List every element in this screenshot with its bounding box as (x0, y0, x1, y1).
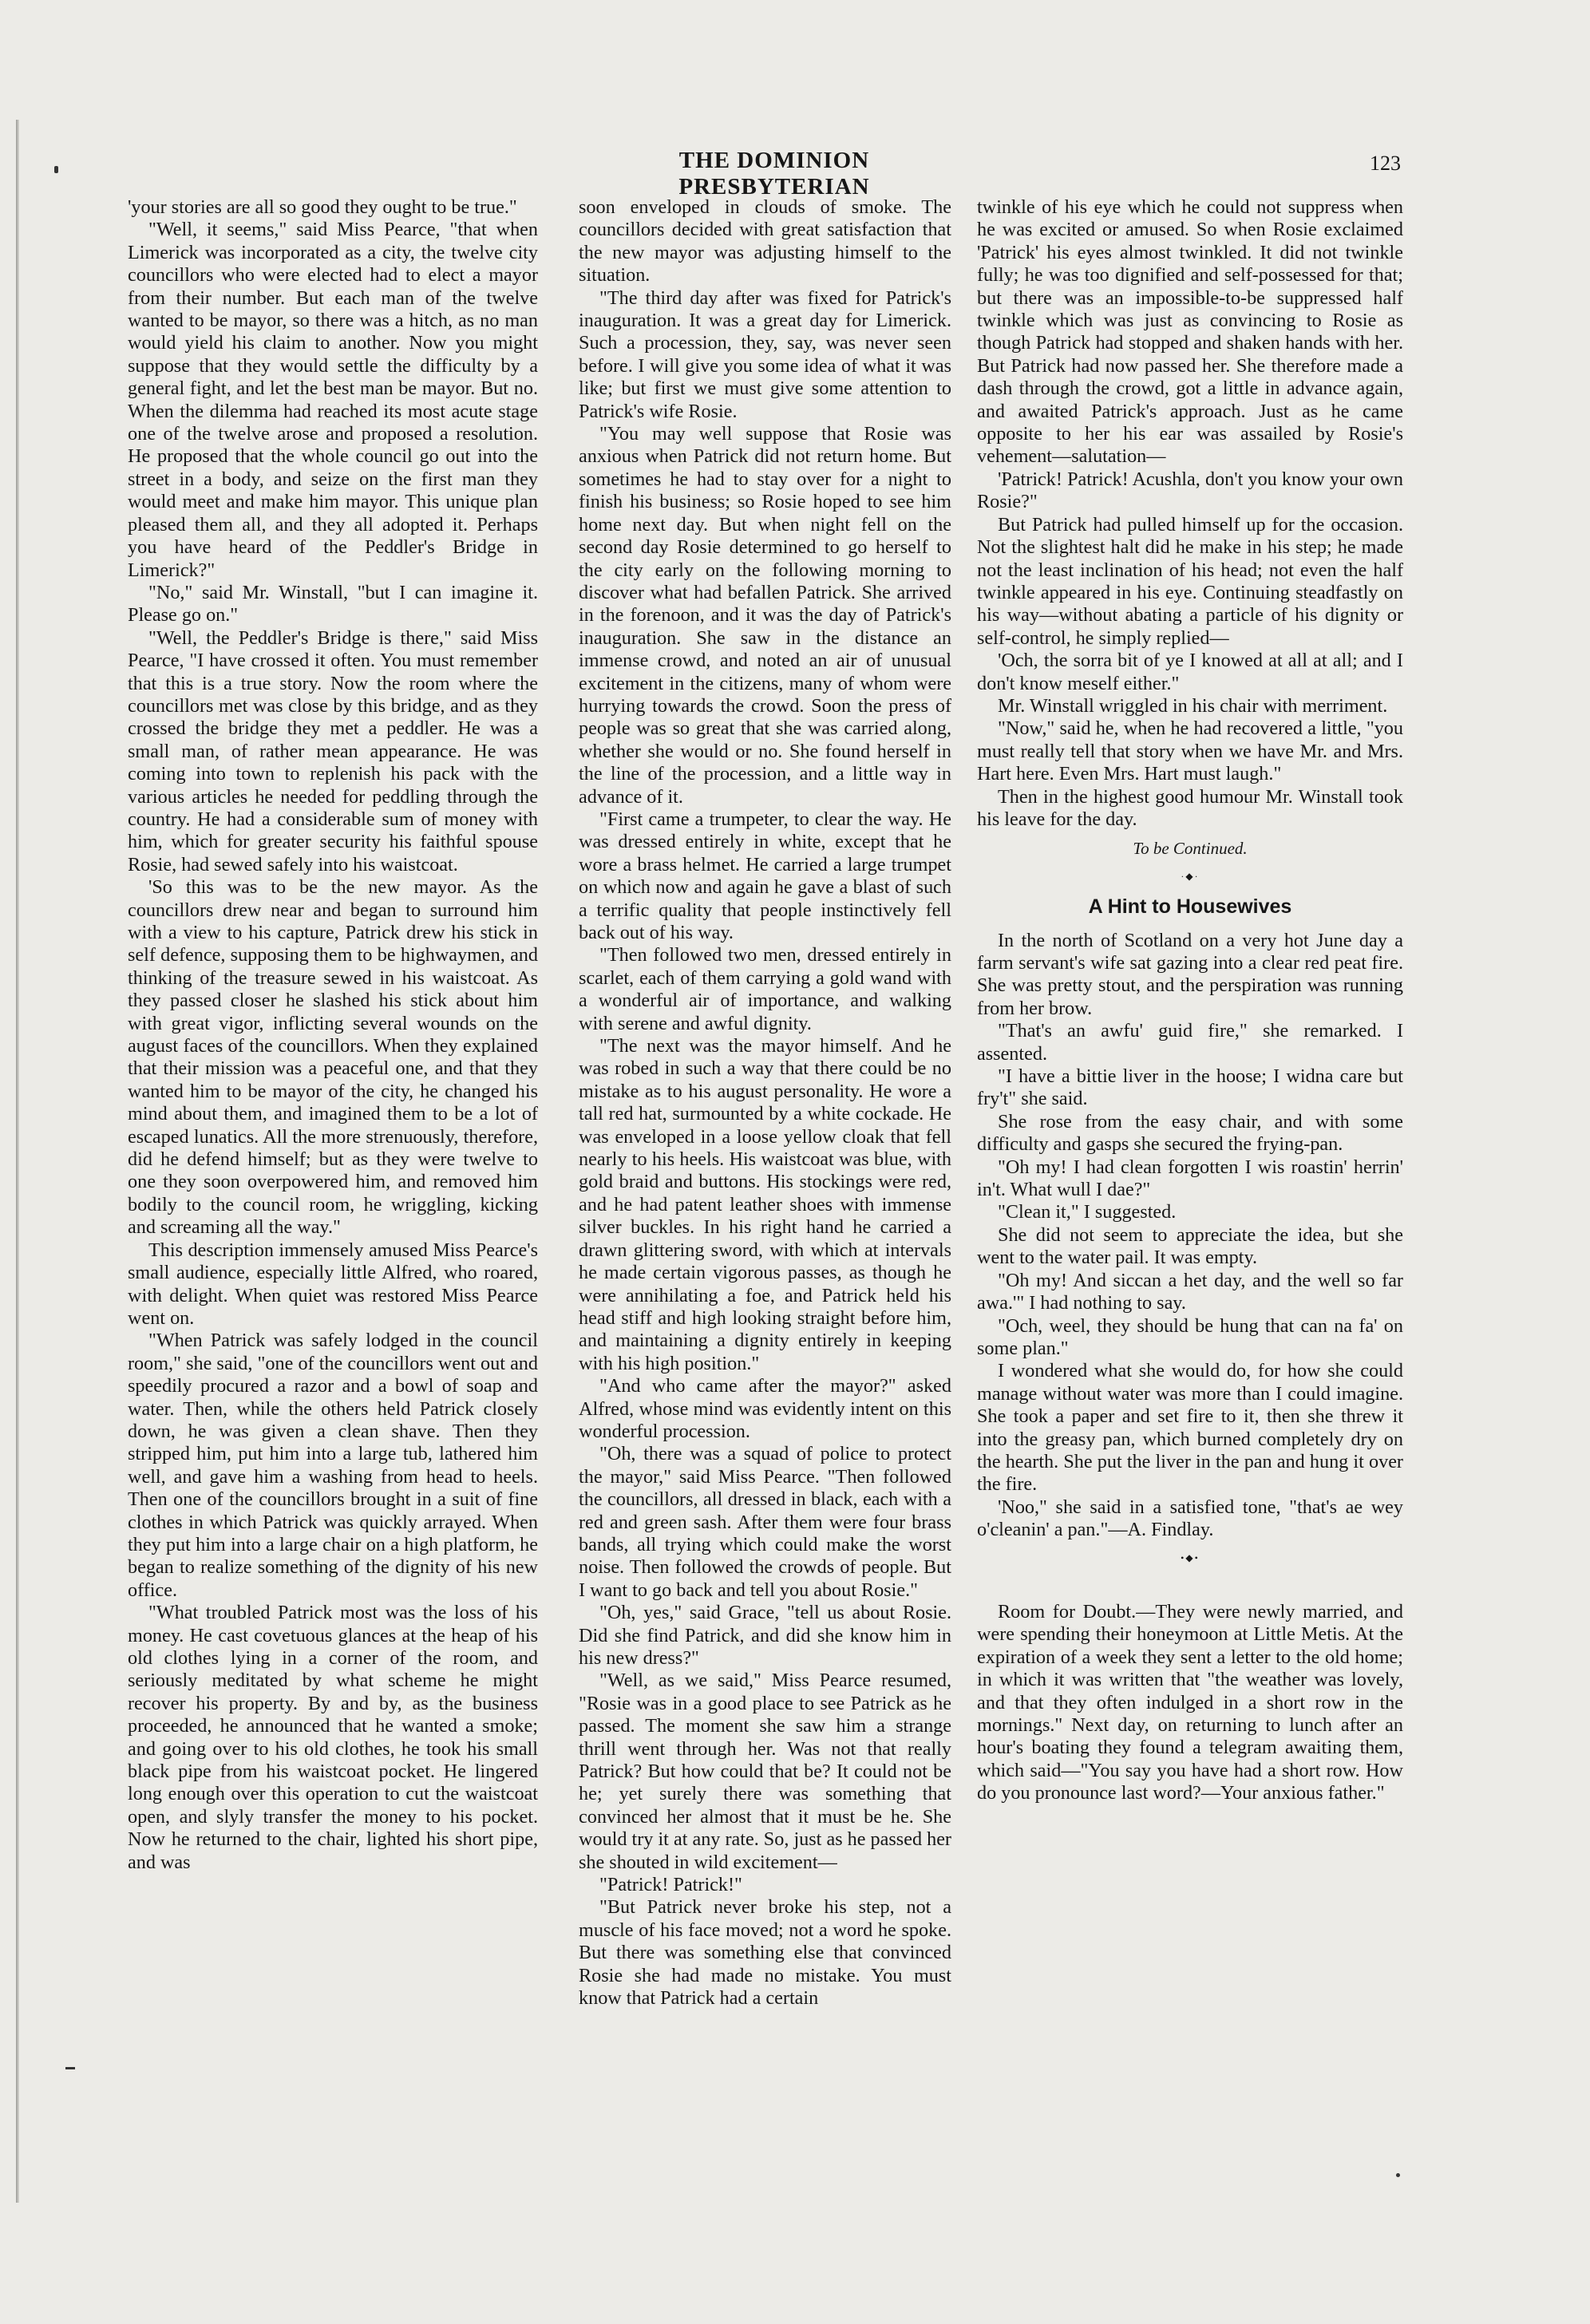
story-paragraph: "When Patrick was safely lodged in the council room," she said, "one of the councillors went out and speedily procured a razor and a bowl of soap and water. Then, while the others held Patrick closely down, he was given a clean shave. Then they stripped him, put him into a large tub, lathered him well, and gave him a washing from head to heels. Then one of the councillors brought in a suit of fine clothes in which Patrick was quickly arrayed. When they put him into a large chair on a high platform, he began to realize something of the dignity of his new office. (128, 1330, 538, 1601)
article-paragraph: "That's an awfu' guid fire," she remarked. I assented. (977, 1020, 1403, 1065)
article-paragraph: Room for Doubt.—They were newly married, and were spending their honeymoon at Little Metis. At the expiration of a week they sent a letter to the old home; in which it was written that "the weather was lovely, and that they often indulged in a short row in the mornings." Next day, on returning to lunch after an hour's boating they found a telegram awaiting them, which said—"You say you have had a short row. How do you pronounce last word?—Your anxious father." (977, 1600, 1403, 1804)
section-ornament: ·◆· (1181, 870, 1200, 882)
story-paragraph: "Patrick! Patrick!" (599, 1874, 742, 1896)
story-paragraph: soon enveloped in clouds of smoke. The councillors decided with great satisfaction that the new mayor was adjusting himself to the situation. (579, 196, 951, 287)
story-paragraph: "Oh, there was a squad of police to protect the mayor," said Miss Pearce. "Then followed the councillors, all dressed in black, each with a red and green sash. After them were four brass bands, all trying which could make the worst noise. Then followed the crowds of people. But I want to go back and tell you about Rosie." (579, 1443, 951, 1601)
margin-mark (65, 2067, 75, 2069)
story-paragraph: "Well, it seems," said Miss Pearce, "that when Limerick was incorporated as a city, the twelve city councillors who were elected had to elect a mayor from their number. But each man of the twelve wanted to be mayor, so there was a hitch, as no man would yield his claim to another. Now you might suppose that they would settle the difficulty by a general fight, and let the best man be mayor. But no. When the dilemma had reached its most acute stage one of the twelve arose and proposed a resolution. He proposed that the whole council go out into the street in a body, and seize on the first man they would meet and make him mayor. This unique plan pleased them all, and they all adopted it. Perhaps you have heard of the Peddler's Bridge in Limerick?" (128, 219, 538, 581)
column-2 (579, 196, 951, 2010)
story-paragraph: 'So this was to be the new mayor. As the councillors drew near and began to surround him with a view to his capture, Patrick drew his stick in self defence, supposing them to be highwaymen, and thinking of the treasure sewed in his waistcoat. As they passed closer he slashed his stick about him with great vigor, inflicting several wounds on the august faces of the councillors. When they explained that their mission was a peaceful one, and that they wanted him to be mayor of the city, he changed his mind about them, and imagined them to be a lot of escaped lunatics. All the more strenuously, therefore, did he defend himself; but as they were twelve to one they soon overpowered him, and removed him bodily to the council room, he wriggling, kicking and screaming all the way." (128, 876, 538, 1239)
article-paragraph: 'Noo," she said in a satisfied tone, "that's ae wey o'cleanin' a pan."—A. Findlay. (977, 1496, 1403, 1541)
story-paragraph: 'Och, the sorra bit of ye I knowed at all at all; and I don't know meself either." (977, 650, 1403, 694)
article-heading: A Hint to Housewives (1088, 895, 1292, 919)
article-paragraph: I wondered what she would do, for how she could manage without water was more than I could imagine. She took a paper and set fire to it, then she threw it into the greasy pan, which burned completely dry on the hearth. She put the liver in the pan and hung it over the fire. (977, 1360, 1403, 1496)
page-number: 123 (1370, 152, 1401, 175)
column-1 (128, 196, 538, 1874)
story-paragraph: "You may well suppose that Rosie was anxious when Patrick did not return home. But sometimes he had to stay over for a night to finish his business; so Rosie hoped to see him home next day. But when night fell on the second day Rosie determined to go herself to the city early on the following morning to discover what had befallen Patrick. She arrived in the forenoon, and it was the day of Patrick's inauguration. She saw in the distance an immense crowd, and noted an air of unusual excitement in the citizens, many of whom were hurrying towards the crowd. Soon the press of people was so great that she was carried along, whether she would or no. She found herself in the line of the procession, and a little way in advance of it. (579, 423, 951, 808)
article-paragraph: She did not seem to appreciate the idea, but she went to the water pail. It was empty. (977, 1223, 1403, 1269)
story-paragraph: "Oh, yes," said Grace, "tell us about Rosie. Did she find Patrick, and did she know him in his new dress?" (579, 1602, 951, 1669)
story-paragraph: "The third day after was fixed for Patrick's inauguration. It was a great day for Limerick. Such a procession, they, say, was never seen before. I will give you some idea of what it was like; but first we must give some attention to Patrick's wife Rosie. (579, 287, 951, 422)
article-paragraph: "Oh my! And siccan a het day, and the well so far awa.'" I had nothing to say. (977, 1269, 1403, 1314)
story-paragraph: "What troubled Patrick most was the loss of his money. He cast covetuous glances at the heap of his old clothes lying in a corner of the room, and seriously meditated by what scheme he might recover his property. By and by, as the business proceeded, he announced that he wanted a smoke; and going over to his old clothes, he took his small black pipe from his waistcoat pocket. He lingered long enough over this operation to cut the waistcoat open, and slyly transfer the money to his pocket. Now he returned to the chair, lighted his short pipe, and was (128, 1602, 538, 1873)
margin-mark (54, 166, 58, 173)
article-paragraph: She rose from the easy chair, and with some difficulty and gasps she secured the frying-pan. (977, 1110, 1403, 1156)
page-binding-edge (16, 120, 19, 2203)
story-paragraph: 'Patrick! Patrick! Acushla, don't you know your own Rosie?" (977, 468, 1403, 513)
margin-mark (1396, 2173, 1400, 2177)
story-paragraph: "Well, the Peddler's Bridge is there," said Miss Pearce, "I have crossed it often. You must remember that this is a true story. Now the room where the councillors met was close by this bridge, and as they crossed the bridge they met a peddler. He was a small man, of rather mean appearance. He was coming into town to replenish his pack with the various articles he needed for peddling through the country. He had a considerable sum of money with him, which for greater security his faithful spouse Rosie, had sewed safely into his waistcoat. (128, 626, 538, 875)
story-paragraph: "No," said Mr. Winstall, "but I can imagine it. Please go on." (128, 581, 538, 626)
story-paragraph: Mr. Winstall wriggled in his chair with merriment. (998, 694, 1388, 717)
story-paragraph: twinkle of his eye which he could not suppress when he was excited or amused. So when Rosie exclaimed 'Patrick' his eyes almost twinkled. It did not twinkle fully; he was too dignified and self-possessed for that; but there was an impossible-to-be suppressed half twinkle which was just as convincing to Rosie as though Patrick had stopped and shaken hands with her. But Patrick had now passed her. She therefore made a dash through the crowd, got a little in advance again, and awaited Patrick's approach. Just as he came opposite to her his ear was assailed by Rosie's vehement—salutation— (977, 196, 1403, 468)
article-paragraph: "Oh my! I had clean forgotten I wis roastin' herrin' in't. What wull I dae?" (977, 1156, 1403, 1201)
column-3 (977, 196, 1403, 1805)
story-paragraph: "Well, as we said," Miss Pearce resumed, "Rosie was in a good place to see Patrick as he passed. The moment she saw him a strange thrill went through her. Was not that really Patrick? But how could that be? It could not be he; yet surely there was something that convinced her almost that it must be he. She would try it at any rate. So, just as he passed her she shouted in wild excitement— (579, 1670, 951, 1873)
section-spacer (977, 1577, 1403, 1601)
story-paragraph: "And who came after the mayor?" asked Alfred, whose mind was evidently intent on this wonderful procession. (579, 1375, 951, 1442)
story-paragraph: This description immensely amused Miss Pearce's small audience, especially little Alfred, who roared, with delight. When quiet was restored Miss Pearce went on. (128, 1239, 538, 1329)
story-paragraph: But Patrick had pulled himself up for the occasion. Not the slightest halt did he make in his step; he made not the least inclination of his head; not even the half twinkle appeared in his eye. Continuing steadfastly on his way—without abating a particle of his dignity or self-control, he simply replied— (977, 513, 1403, 649)
running-title: THE DOMINION PRESBYTERIAN (678, 148, 870, 200)
story-paragraph: 'your stories are all so good they ought to be true." (128, 196, 517, 218)
to-be-continued-note: To be Continued. (1133, 839, 1248, 859)
article-paragraph: "Och, weel, they should be hung that can na fa' on some plan." (977, 1314, 1403, 1359)
article-paragraph: "Clean it," I suggested. (998, 1201, 1177, 1223)
section-ornament: •◆• (1181, 1551, 1200, 1563)
story-paragraph: "First came a trumpeter, to clear the way. He was dressed entirely in white, except that he wore a brass helmet. He carried a large trumpet on which now and again he gave a blast of such a terrific quality that people instinctively fell back out of his way. (579, 808, 951, 943)
story-paragraph: "Then followed two men, dressed entirely in scarlet, each of them carrying a gold wand with a wonderful air of importance, and walking with serene and awful dignity. (579, 944, 951, 1034)
story-paragraph: "Now," said he, when he had recovered a little, "you must really tell that story when we have Mr. and Mrs. Hart here. Even Mrs. Hart must laugh." (977, 717, 1403, 785)
story-paragraph: "But Patrick never broke his step, not a muscle of his face moved; not a word he spoke. But there was something else that convinced Rosie she had made no mistake. You must know that Patrick had a certain (579, 1896, 951, 2010)
article-paragraph: In the north of Scotland on a very hot June day a farm servant's wife sat gazing into a clear red peat fire. She was pretty stout, and the perspiration was running from her brow. (977, 929, 1403, 1019)
article-paragraph: "I have a bittie liver in the hoose; I widna care but fry't" she said. (977, 1065, 1403, 1110)
story-paragraph: "The next was the mayor himself. And he was robed in such a way that there could be no mistake as to his august personality. He wore a tall red hat, surmounted by a white cockade. He was enveloped in a loose yellow cloak that fell nearly to his heels. His waistcoat was blue, with gold braid and buttons. His stockings were red, and he had patent leather shoes with immense silver buckles. In his right hand he carried a drawn glittering sword, with which at intervals he made certain vigorous passes, as though he were annihilating a foe, and Patrick held his head stiff and high looking straight before him, and maintaining a dignity entirely in keeping with his high position." (579, 1035, 951, 1374)
story-paragraph: Then in the highest good humour Mr. Winstall took his leave for the day. (977, 785, 1403, 830)
